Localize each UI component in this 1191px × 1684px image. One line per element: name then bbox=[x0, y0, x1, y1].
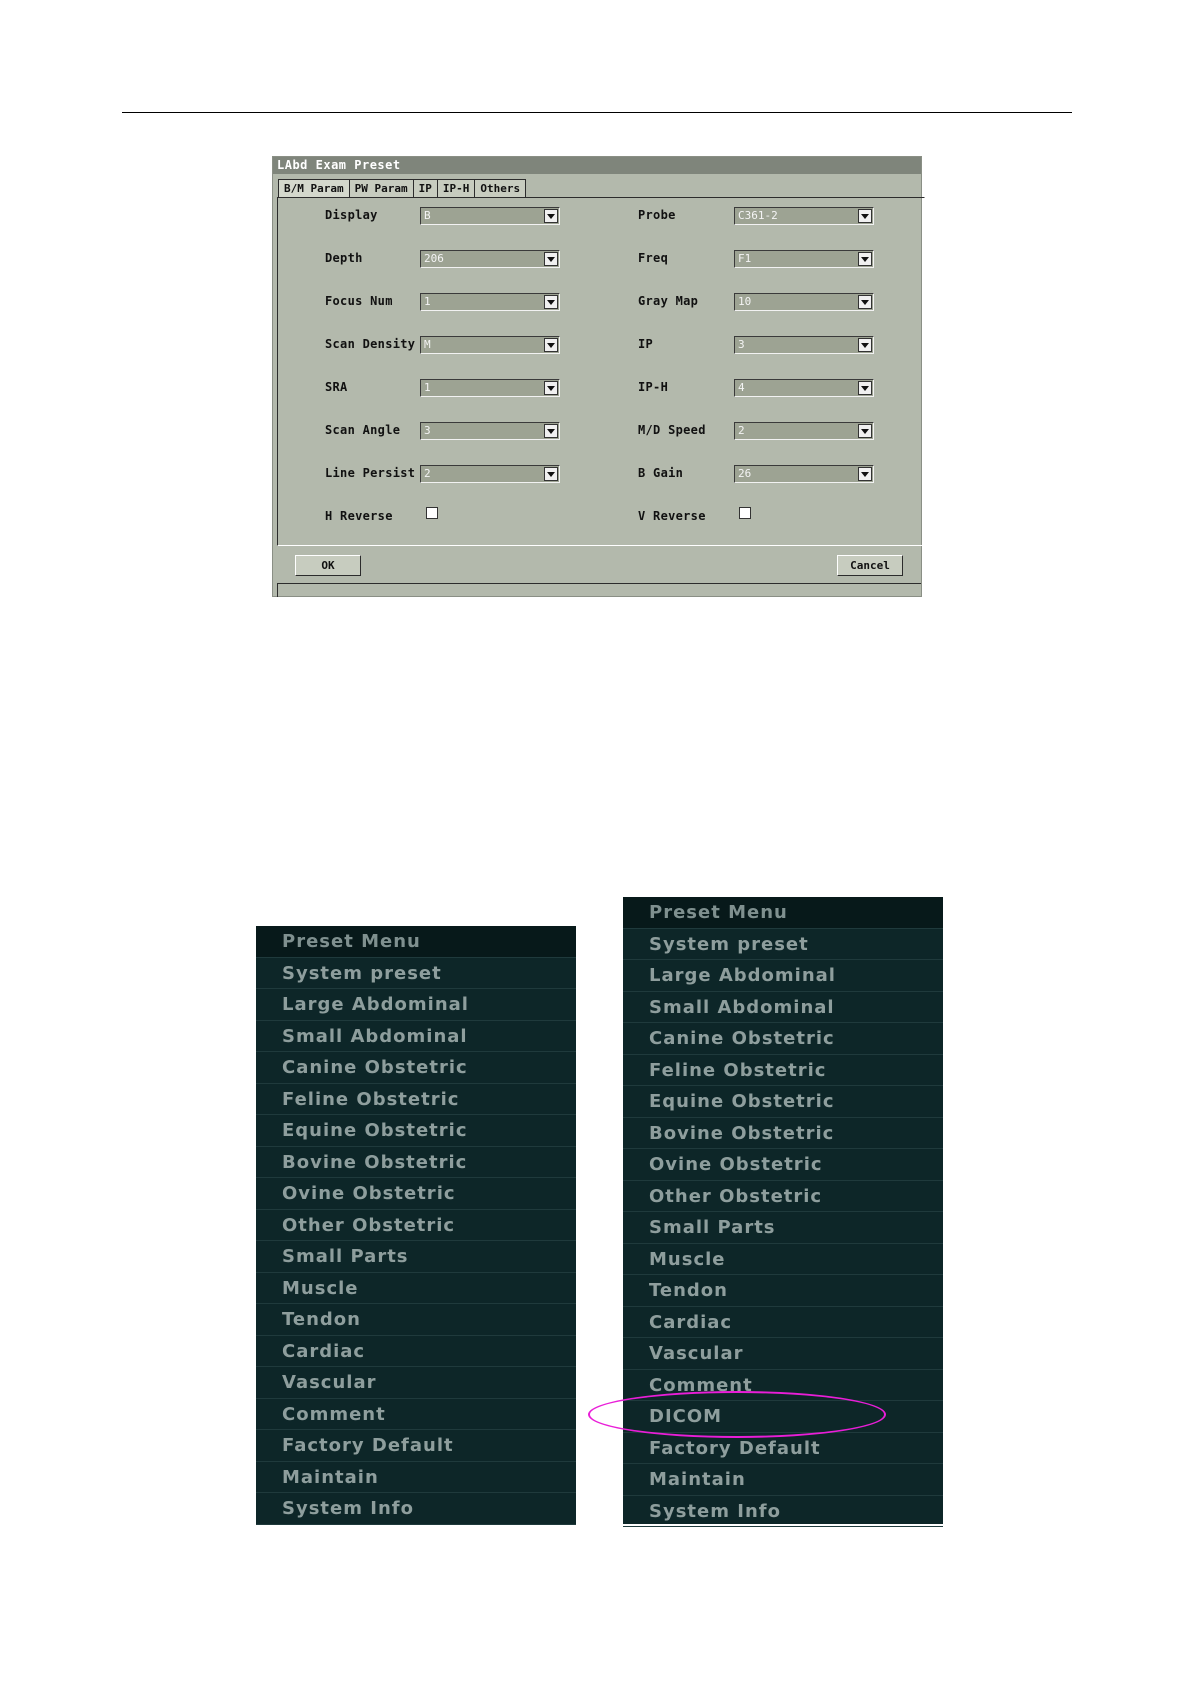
menu-header: Preset Menu bbox=[623, 897, 943, 929]
freq-select[interactable] bbox=[734, 250, 874, 268]
menu-item-maintain[interactable]: Maintain bbox=[256, 1462, 576, 1494]
menu-item-ovine-obstetric[interactable]: Ovine Obstetric bbox=[623, 1149, 943, 1181]
menu-item-small-abdominal[interactable]: Small Abdominal bbox=[623, 992, 943, 1024]
ok-button[interactable]: OK bbox=[295, 555, 361, 576]
scan-density-select[interactable] bbox=[420, 336, 560, 354]
chevron-down-icon[interactable] bbox=[858, 424, 872, 438]
chevron-down-icon[interactable] bbox=[544, 467, 558, 481]
gray-map-label: Gray Map bbox=[638, 294, 699, 308]
tab-ip-h[interactable]: IP-H bbox=[437, 179, 476, 197]
b-gain-value: 26 bbox=[738, 467, 752, 480]
chevron-down-icon[interactable] bbox=[858, 295, 872, 309]
menu-item-small-parts[interactable]: Small Parts bbox=[256, 1241, 576, 1273]
h-reverse-label: H Reverse bbox=[325, 509, 393, 523]
preset-menu-left bbox=[256, 926, 576, 1524]
focus-num-value: 1 bbox=[424, 295, 431, 308]
menu-item-cardiac[interactable]: Cardiac bbox=[623, 1307, 943, 1339]
b-gain-select[interactable] bbox=[734, 465, 874, 483]
freq-label: Freq bbox=[638, 251, 669, 265]
ip-label: IP bbox=[638, 337, 654, 351]
gray-map-value: 10 bbox=[738, 295, 752, 308]
md-speed-value: 2 bbox=[738, 424, 745, 437]
tab-bm-param[interactable]: B/M Param bbox=[278, 179, 350, 197]
chevron-down-icon[interactable] bbox=[544, 424, 558, 438]
menu-item-equine-obstetric[interactable]: Equine Obstetric bbox=[256, 1115, 576, 1147]
probe-label: Probe bbox=[638, 208, 676, 222]
line-persist-label: Line Persist bbox=[325, 466, 416, 480]
menu-item-feline-obstetric[interactable]: Feline Obstetric bbox=[256, 1084, 576, 1116]
dialog-status-strip bbox=[277, 583, 921, 597]
freq-value: F1 bbox=[738, 252, 752, 265]
ip-h-value: 4 bbox=[738, 381, 745, 394]
menu-item-large-abdominal[interactable]: Large Abdominal bbox=[623, 960, 943, 992]
chevron-down-icon[interactable] bbox=[544, 209, 558, 223]
dicom-highlight-ellipse bbox=[588, 1391, 886, 1438]
menu-header: Preset Menu bbox=[256, 926, 576, 958]
scan-angle-value: 3 bbox=[424, 424, 431, 437]
cancel-button[interactable]: Cancel bbox=[837, 555, 903, 576]
menu-item-comment[interactable]: Comment bbox=[623, 1370, 943, 1402]
dialog-title: LAbd Exam Preset bbox=[273, 157, 921, 174]
v-reverse-checkbox[interactable] bbox=[739, 507, 751, 519]
tab-ip[interactable]: IP bbox=[413, 179, 438, 197]
b-gain-label: B Gain bbox=[638, 466, 684, 480]
menu-item-equine-obstetric[interactable]: Equine Obstetric bbox=[623, 1086, 943, 1118]
line-persist-value: 2 bbox=[424, 467, 431, 480]
menu-item-vascular[interactable]: Vascular bbox=[623, 1338, 943, 1370]
menu-item-bovine-obstetric[interactable]: Bovine Obstetric bbox=[256, 1147, 576, 1179]
chevron-down-icon[interactable] bbox=[858, 381, 872, 395]
md-speed-select[interactable] bbox=[734, 422, 874, 440]
probe-value: C361-2 bbox=[738, 209, 778, 222]
chevron-down-icon[interactable] bbox=[544, 338, 558, 352]
scan-angle-select[interactable] bbox=[420, 422, 560, 440]
ip-h-label: IP-H bbox=[638, 380, 669, 394]
probe-select[interactable] bbox=[734, 207, 874, 225]
menu-item-other-obstetric[interactable]: Other Obstetric bbox=[623, 1181, 943, 1213]
focus-num-select[interactable] bbox=[420, 293, 560, 311]
chevron-down-icon[interactable] bbox=[544, 381, 558, 395]
line-persist-select[interactable] bbox=[420, 465, 560, 483]
ip-select[interactable] bbox=[734, 336, 874, 354]
chevron-down-icon[interactable] bbox=[858, 209, 872, 223]
md-speed-label: M/D Speed bbox=[638, 423, 706, 437]
menu-item-canine-obstetric[interactable]: Canine Obstetric bbox=[256, 1052, 576, 1084]
menu-item-feline-obstetric[interactable]: Feline Obstetric bbox=[623, 1055, 943, 1087]
depth-label: Depth bbox=[325, 251, 363, 265]
display-select[interactable] bbox=[420, 207, 560, 225]
menu-item-factory-default[interactable]: Factory Default bbox=[256, 1430, 576, 1462]
sra-value: 1 bbox=[424, 381, 431, 394]
menu-item-comment[interactable]: Comment bbox=[256, 1399, 576, 1431]
menu-item-system-info[interactable]: System Info bbox=[256, 1493, 576, 1525]
sra-select[interactable] bbox=[420, 379, 560, 397]
menu-item-small-parts[interactable]: Small Parts bbox=[623, 1212, 943, 1244]
chevron-down-icon[interactable] bbox=[544, 295, 558, 309]
bm-param-panel bbox=[277, 197, 925, 546]
chevron-down-icon[interactable] bbox=[858, 338, 872, 352]
tab-bar bbox=[278, 179, 525, 197]
ip-h-select[interactable] bbox=[734, 379, 874, 397]
gray-map-select[interactable] bbox=[734, 293, 874, 311]
sra-label: SRA bbox=[325, 380, 348, 394]
tab-pw-param[interactable]: PW Param bbox=[349, 179, 414, 197]
page-header-rule bbox=[122, 112, 1072, 113]
menu-item-factory-default[interactable]: Factory Default bbox=[623, 1433, 943, 1465]
menu-item-cardiac[interactable]: Cardiac bbox=[256, 1336, 576, 1368]
menu-item-dicom[interactable]: DICOM bbox=[623, 1401, 943, 1433]
exam-preset-dialog bbox=[272, 156, 922, 597]
menu-item-maintain[interactable]: Maintain bbox=[623, 1464, 943, 1496]
menu-item-ovine-obstetric[interactable]: Ovine Obstetric bbox=[256, 1178, 576, 1210]
menu-item-muscle[interactable]: Muscle bbox=[623, 1244, 943, 1276]
menu-item-system-preset[interactable]: System preset bbox=[623, 929, 943, 961]
menu-item-system-preset[interactable]: System preset bbox=[256, 958, 576, 990]
scan-density-label: Scan Density bbox=[325, 337, 416, 351]
menu-item-tendon[interactable]: Tendon bbox=[623, 1275, 943, 1307]
menu-item-bovine-obstetric[interactable]: Bovine Obstetric bbox=[623, 1118, 943, 1150]
v-reverse-label: V Reverse bbox=[638, 509, 706, 523]
menu-item-vascular[interactable]: Vascular bbox=[256, 1367, 576, 1399]
scan-density-value: M bbox=[424, 338, 431, 351]
focus-num-label: Focus Num bbox=[325, 294, 393, 308]
chevron-down-icon[interactable] bbox=[858, 467, 872, 481]
menu-item-muscle[interactable]: Muscle bbox=[256, 1273, 576, 1305]
h-reverse-checkbox[interactable] bbox=[426, 507, 438, 519]
chevron-down-icon[interactable] bbox=[544, 252, 558, 266]
display-label: Display bbox=[325, 208, 378, 222]
ip-value: 3 bbox=[738, 338, 745, 351]
chevron-down-icon[interactable] bbox=[858, 252, 872, 266]
depth-value: 206 bbox=[424, 252, 444, 265]
menu-item-canine-obstetric[interactable]: Canine Obstetric bbox=[623, 1023, 943, 1055]
depth-select[interactable] bbox=[420, 250, 560, 268]
menu-item-large-abdominal[interactable]: Large Abdominal bbox=[256, 989, 576, 1021]
menu-item-system-info[interactable]: System Info bbox=[623, 1496, 943, 1528]
menu-item-tendon[interactable]: Tendon bbox=[256, 1304, 576, 1336]
display-value: B bbox=[424, 209, 431, 222]
menu-item-small-abdominal[interactable]: Small Abdominal bbox=[256, 1021, 576, 1053]
menu-item-other-obstetric[interactable]: Other Obstetric bbox=[256, 1210, 576, 1242]
tab-others[interactable]: Others bbox=[474, 179, 526, 197]
scan-angle-label: Scan Angle bbox=[325, 423, 401, 437]
